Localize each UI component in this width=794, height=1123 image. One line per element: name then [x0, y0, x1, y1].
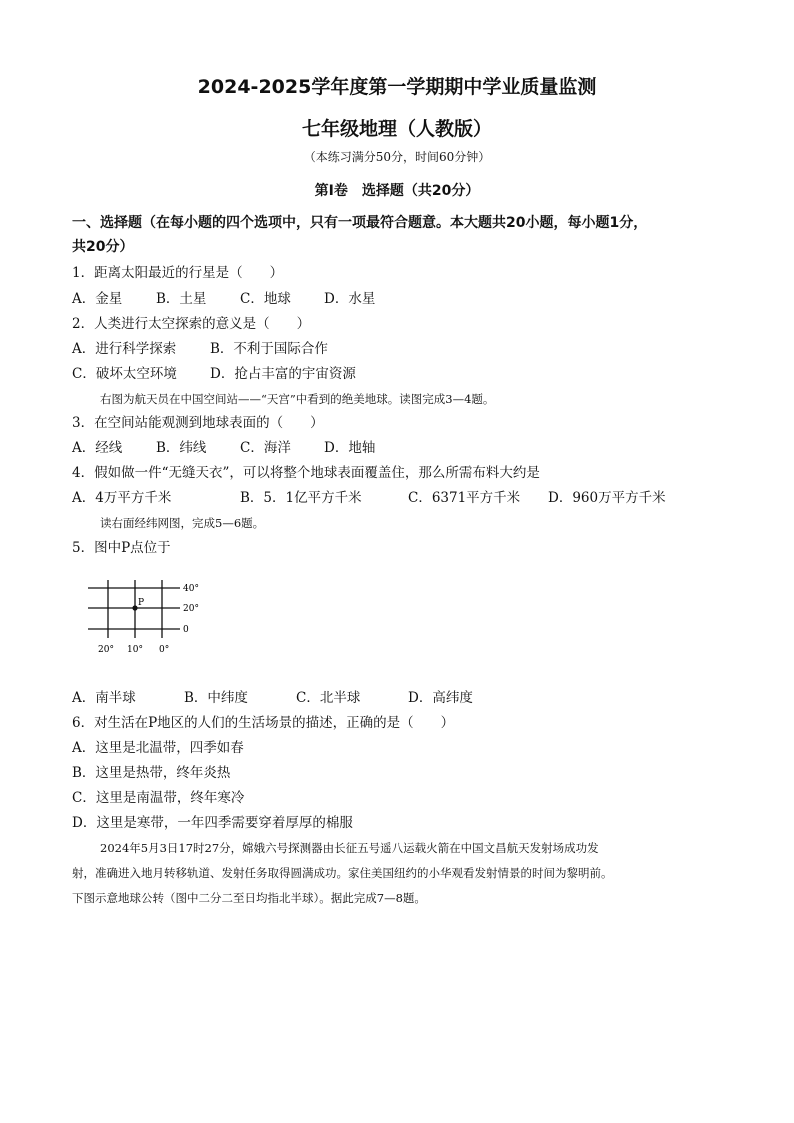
- option-a: A．经线: [72, 440, 123, 456]
- option-d: D．地轴: [324, 440, 376, 456]
- option-a: A．进行科学探索: [72, 341, 177, 357]
- question-5-stem: 5．图中P点位于: [72, 540, 171, 556]
- lat-label-40: 40°: [183, 584, 199, 594]
- question-4-options: [72, 489, 666, 507]
- question-2-stem: 2．人类进行太空探索的意义是（ ）: [72, 316, 311, 332]
- section-instruction-line1: 一、选择题（在每小题的四个选项中，只有一项最符合题意。本大题共20小题，每小题1分，: [72, 215, 648, 231]
- question-1-stem: 1．距离太阳最近的行星是（ ）: [72, 265, 284, 281]
- point-p-label: P: [138, 598, 145, 608]
- option-d: D．高纬度: [408, 690, 473, 706]
- lon-label-20: 20°: [98, 645, 114, 655]
- point-p-marker: [132, 605, 137, 610]
- option-a: A．4万平方千米: [72, 490, 172, 506]
- lon-label-0: 0°: [159, 645, 170, 655]
- question-3-options: [72, 439, 375, 457]
- option-c: C．海洋: [240, 440, 291, 456]
- exam-subtitle: 七年级地理（人教版）: [301, 118, 492, 140]
- option-b: B．中纬度: [184, 690, 248, 706]
- material-3-line2: 射，准确进入地月转移轨道、发射任务取得圆满成功。家住美国纽约的小华观看发射情景的时间为黎明前。: [72, 866, 613, 880]
- option-d: D．抢占丰富的宇宙资源: [210, 366, 356, 382]
- material-1: 右图为航天员在中国空间站——“天宫”中看到的绝美地球。读图完成3—4题。: [100, 392, 495, 406]
- option-b: B．土星: [156, 291, 207, 307]
- option-b: B．不利于国际合作: [210, 341, 328, 357]
- option-c: C．北半球: [296, 690, 361, 706]
- material-3-line3: 下图示意地球公转（图中二分二至日均指北半球）。据此完成7—8题。: [72, 891, 426, 905]
- question-6-option-d: D．这里是寒带，一年四季需要穿着厚厚的棉服: [72, 815, 353, 831]
- question-5-options: [72, 689, 473, 707]
- section-instruction-line2: 共20分）: [72, 239, 134, 255]
- question-1-options: [72, 290, 375, 308]
- material-3-line1: 2024年5月3日17时27分，嫦娥六号探测器由长征五号遥八运载火箭在中国文昌航天发射场成功发: [100, 841, 599, 855]
- option-a: A．金星: [72, 291, 123, 307]
- question-6-option-a: A．这里是北温带，四季如春: [72, 740, 244, 756]
- option-b: B．纬线: [156, 440, 207, 456]
- question-2-options-row1: [72, 340, 328, 358]
- material-2: 读右面经纬网图，完成5—6题。: [100, 516, 265, 530]
- lon-label-10: 10°: [127, 645, 143, 655]
- part-heading: 第Ⅰ卷 选择题（共20分）: [314, 183, 480, 199]
- option-c: C．6371平方千米: [408, 490, 521, 506]
- question-4-stem: 4．假如做一件“无缝天衣”，可以将整个地球表面覆盖住，那么所需布料大约是: [72, 465, 540, 481]
- lat-long-grid-figure: [80, 578, 220, 658]
- option-c: C．破坏太空环境: [72, 366, 177, 382]
- lat-label-0: 0: [183, 625, 189, 635]
- question-6-option-c: C．这里是南温带，终年寒冷: [72, 790, 245, 806]
- option-d: D．960万平方千米: [548, 490, 666, 506]
- exam-title: 2024-2025学年度第一学期期中学业质量监测: [197, 76, 597, 98]
- question-2-options-row2: [72, 365, 356, 383]
- question-3-stem: 3．在空间站能观测到地球表面的（ ）: [72, 415, 324, 431]
- option-c: C．地球: [240, 291, 291, 307]
- question-6-stem: 6．对生活在P地区的人们的生活场景的描述，正确的是（ ）: [72, 715, 455, 731]
- option-b: B．5．1亿平方千米: [240, 490, 362, 506]
- lat-label-20: 20°: [183, 604, 199, 614]
- option-a: A．南半球: [72, 690, 136, 706]
- option-d: D．水星: [324, 291, 376, 307]
- question-6-option-b: B．这里是热带，终年炎热: [72, 765, 231, 781]
- exam-note: （本练习满分50分，时间60分钟）: [303, 150, 491, 164]
